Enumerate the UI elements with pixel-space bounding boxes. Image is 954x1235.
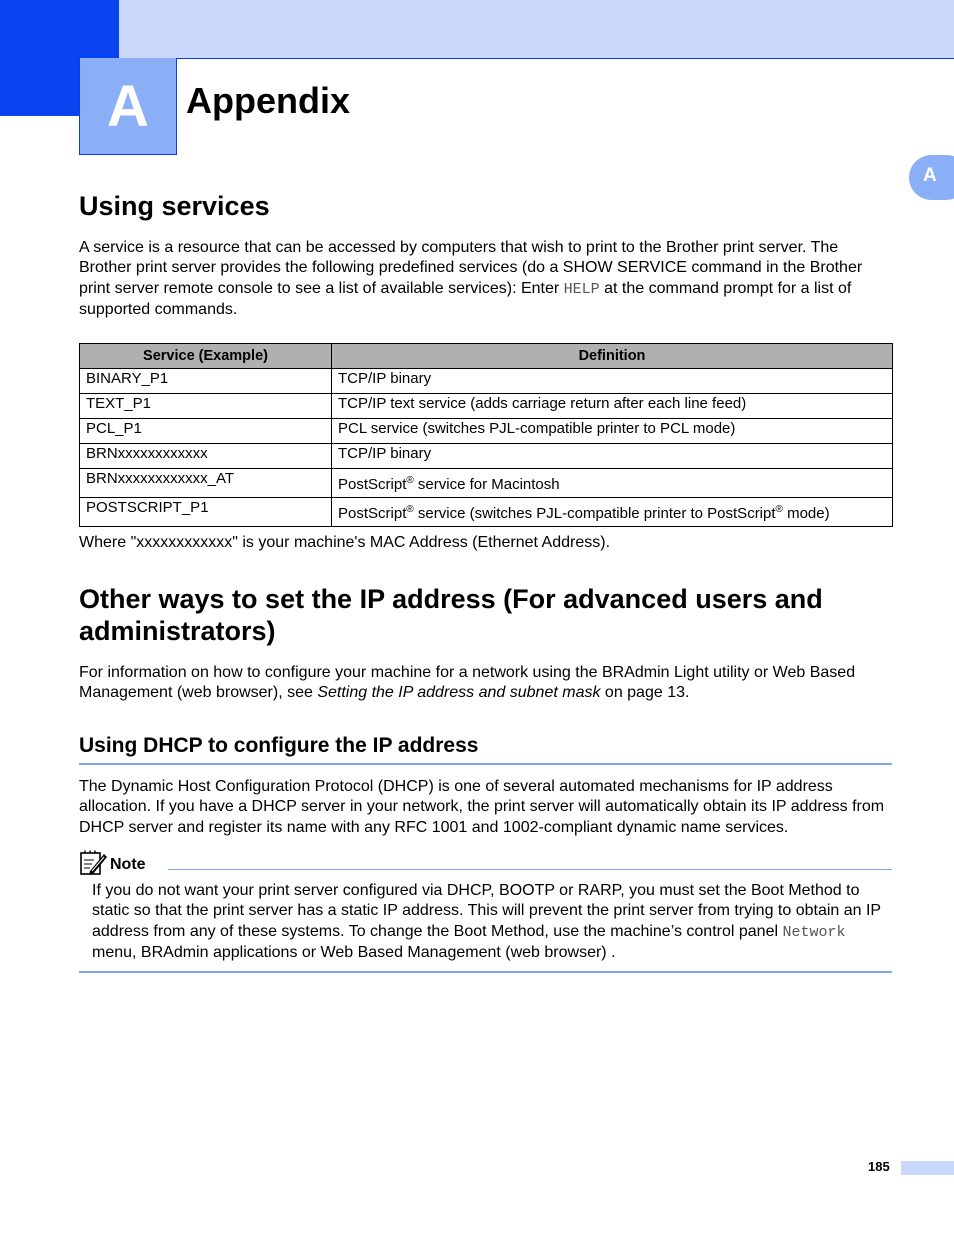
other-ways-para	[79, 663, 894, 704]
section-title-dhcp: Using DHCP to configure the IP address	[79, 734, 479, 757]
definition-cell	[332, 498, 893, 527]
definition-text: PostScript	[338, 476, 407, 493]
definition-text: service for Macintosh	[413, 476, 560, 493]
section-title-other-ways: Other ways to set the IP address (For advanced users and administrators)	[79, 584, 823, 646]
definition-text: service (switches PJL-compatible printer to PostScript	[413, 505, 776, 522]
note-pencil-icon	[80, 850, 108, 876]
other-ways-text-2: on page 13.	[600, 684, 690, 702]
services-intro-text-2: at the command prompt for a list of supported commands.	[79, 279, 852, 318]
chapter-title: Appendix	[186, 80, 351, 121]
table-row	[80, 498, 893, 527]
note-label: Note	[110, 856, 146, 873]
side-tab[interactable]	[909, 155, 954, 200]
definition-cell: TCP/IP text service (adds carriage return after each line feed)	[332, 394, 893, 419]
note-body	[92, 881, 894, 963]
service-cell: POSTSCRIPT_P1	[80, 498, 332, 527]
dhcp-para: The Dynamic Host Configuration Protocol (DHCP) is one of several automated mechanisms for IP address allocation. If you have a DHCP server in your network, the print server will automatically obtain its IP address from DHCP server and register its name with any RFC 1001 and 1002-compliant dynamic name services.	[79, 778, 885, 836]
service-cell: BINARY_P1	[80, 369, 332, 394]
definition-cell: TCP/IP binary	[332, 369, 893, 394]
definition-cell	[332, 469, 893, 498]
services-intro-text-1: A service is a resource that can be accessed by computers that wish to print to the Brother print server. The Brother print server provides the following predefined services (do a SHOW SERVICE command in the Brother print server remote console to see a list of available services): Enter	[79, 239, 863, 297]
registered-mark: ®	[775, 504, 783, 515]
note-bottom-rule	[79, 971, 892, 973]
table-row	[80, 469, 893, 498]
registered-mark: ®	[406, 504, 414, 515]
help-command: HELP	[563, 280, 600, 298]
service-cell: PCL_P1	[80, 419, 332, 444]
mac-address-note: Where "xxxxxxxxxxxx" is your machine's MAC Address (Ethernet Address).	[79, 534, 611, 551]
section-title-using-services: Using services	[79, 191, 270, 221]
definition-text: PostScript	[338, 505, 407, 522]
table-row	[80, 444, 893, 469]
definition-cell: PCL service (switches PJL-compatible printer to PCL mode)	[332, 419, 893, 444]
table-row	[80, 369, 893, 394]
other-ways-text-1: For information on how to configure your machine for a network using the BRAdmin Light utility or Web Based Management (web browser), see	[79, 664, 856, 702]
side-tab-label: A	[923, 165, 937, 186]
cross-reference-link[interactable]: Setting the IP address and subnet mask	[317, 684, 601, 702]
registered-mark: ®	[406, 475, 414, 486]
definition-cell: TCP/IP binary	[332, 444, 893, 469]
table-row	[80, 394, 893, 419]
services-table	[79, 343, 893, 527]
services-intro	[79, 238, 894, 320]
service-cell: BRNxxxxxxxxxxxx_AT	[80, 469, 332, 498]
page-number: 185	[868, 1159, 890, 1174]
header-band	[0, 0, 954, 59]
service-cell: BRNxxxxxxxxxxxx	[80, 444, 332, 469]
note-rule	[168, 869, 892, 870]
header-definition: Definition	[332, 344, 893, 369]
section-underline	[79, 763, 892, 765]
table-header-row	[80, 344, 893, 369]
note-text-2: menu, BRAdmin applications or Web Based Management (web browser) .	[92, 943, 616, 961]
chapter-letter: A	[107, 73, 149, 139]
service-cell: TEXT_P1	[80, 394, 332, 419]
network-menu-code: Network	[782, 923, 846, 941]
table-row	[80, 419, 893, 444]
chapter-letter-box	[79, 58, 177, 155]
page-number-bar	[901, 1161, 954, 1175]
header-service: Service (Example)	[80, 344, 332, 369]
note-text-1: If you do not want your print server configured via DHCP, BOOTP or RARP, you must set the Boot Method to static so that the print server has a static IP address. This will prevent the print server from trying to obtain an IP address from any of these systems. To change the Boot Method, use the machine’s control panel	[92, 882, 881, 940]
definition-text: mode)	[782, 505, 830, 522]
